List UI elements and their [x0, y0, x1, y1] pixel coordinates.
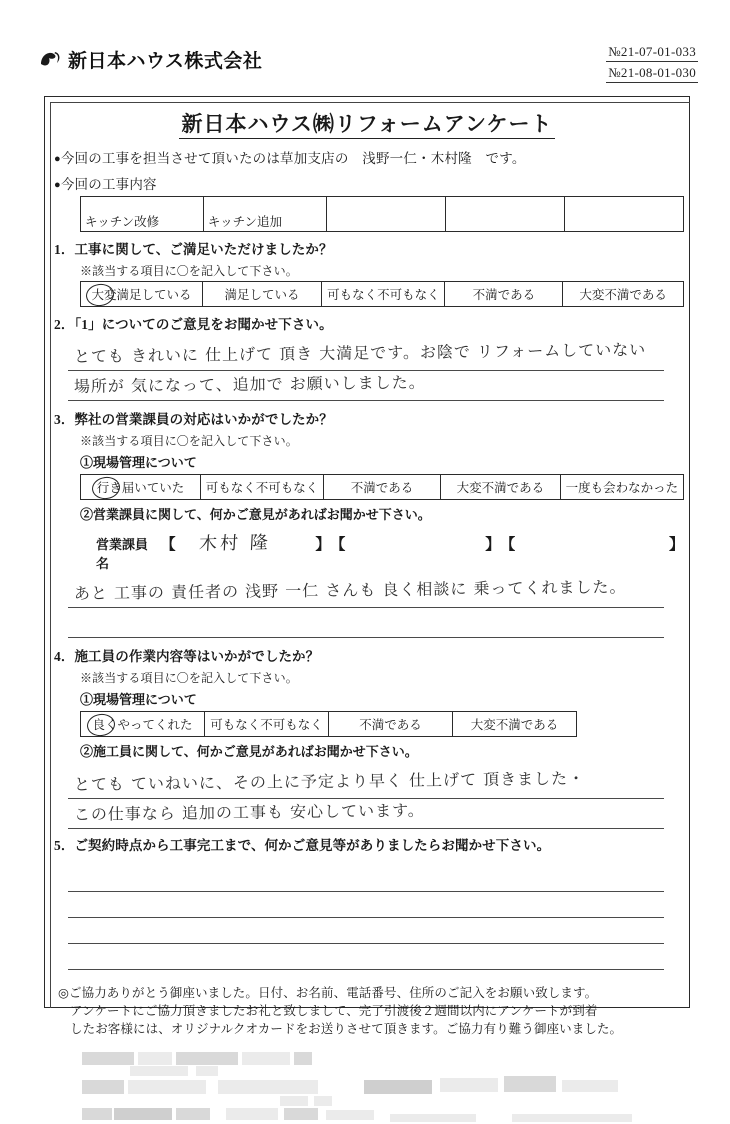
- handwriting-line: [68, 918, 664, 944]
- q3-option-2[interactable]: 不満である: [324, 475, 441, 500]
- bracket-close-icon: 】: [485, 537, 501, 553]
- question-3-sub1: ①現場管理について: [80, 455, 197, 470]
- question-3-sub2: ②営業課員に関して、何かご意見があればお聞かせ下さい。: [80, 507, 431, 522]
- question-1-options-table: [80, 281, 684, 307]
- sales-staff-name-row: [96, 529, 684, 572]
- question-4-number: 4．: [54, 649, 75, 664]
- handwriting-line: [68, 892, 664, 918]
- footer-notice: [58, 984, 672, 1038]
- lead-text: 今回の工事を担当させて頂いたのは草加支店の 浅野一仁・木村隆 です。: [60, 151, 526, 166]
- bracket-open-icon: 【: [160, 537, 176, 553]
- bullet-icon: ●: [54, 179, 61, 191]
- table-row: [81, 475, 684, 500]
- handwriting-text: あと 工事の 責任者の 浅野 一仁 さんも 良く相談に 乗ってくれました。: [73, 577, 627, 604]
- handwriting-line: [68, 341, 664, 371]
- swirl-logo-icon: [38, 47, 64, 73]
- question-2-number: 2．: [54, 317, 75, 332]
- question-5-heading: [54, 834, 684, 854]
- handwriting-line: [68, 578, 664, 608]
- question-4-sub2: ②施工員に関して、何かご意見があればお聞かせ下さい。: [80, 744, 418, 759]
- work-cell-4: [445, 197, 564, 232]
- document-number-1: №21-07-01-033: [606, 44, 698, 62]
- sales-staff-label: 営業課員名: [96, 537, 149, 571]
- question-5-text: ご契約時点から工事完工まで、何かご意見等がありましたらお聞かせ下さい。: [74, 838, 551, 853]
- question-2-heading: [54, 313, 684, 333]
- company-name: 新日本ハウス株式会社: [68, 50, 263, 72]
- q1-option-0-label: 大変満足している: [91, 285, 191, 303]
- document-numbers: [606, 44, 698, 86]
- question-2-answer[interactable]: [68, 341, 664, 401]
- bracket-close-icon: 】: [669, 537, 685, 553]
- handwriting-line: [68, 866, 664, 892]
- footer-notice-line-1: ◎ご協力ありがとう御座いました。日付、お名前、電話番号、住所のご記入をお願い致します。: [58, 986, 598, 1000]
- question-2-text: 「1」についてのご意見をお聞かせ下さい。: [74, 317, 333, 332]
- handwriting-text: とても きれいに 仕上げて 頂き 大満足です。お陰で リフォームしていない: [73, 340, 647, 367]
- work-heading-line: [54, 173, 684, 193]
- handwriting-line: [68, 769, 664, 799]
- handwriting-line: [68, 799, 664, 829]
- sales-staff-name-1: 木村 隆: [198, 532, 271, 555]
- question-3-options-table: [80, 474, 684, 500]
- bullet-icon: ●: [54, 153, 61, 165]
- page-title: [50, 108, 684, 138]
- work-cell-1: キッチン改修: [81, 197, 204, 232]
- footer-notice-line-2: アンケートにご協力頂きましたお礼と致しまして、完了引渡後２週間以内にアンケートが到着: [70, 1004, 598, 1019]
- handwriting-line: [68, 944, 664, 970]
- question-3-text: 弊社の営業課員の対応はいかがでしたか？: [74, 412, 333, 427]
- table-row: [81, 197, 684, 232]
- q1-option-2[interactable]: 可もなく不可もなく: [322, 282, 445, 307]
- page-title-text: 新日本ハウス㈱リフォームアンケート: [179, 112, 554, 139]
- q1-option-4[interactable]: 大変不満である: [563, 282, 684, 307]
- question-5-answer[interactable]: [68, 866, 664, 970]
- bracket-close-icon: 】: [315, 537, 331, 553]
- handwriting-text: 場所が 気になって、追加で お願いしました。: [73, 372, 426, 397]
- lead-line: [54, 147, 684, 167]
- question-1-heading: [54, 238, 684, 258]
- question-4-heading: [54, 645, 684, 665]
- q3-option-0-label: 行き届いていた: [97, 478, 185, 496]
- q4-option-0[interactable]: [81, 712, 205, 737]
- work-content-table: [80, 196, 684, 232]
- document-number-2: №21-08-01-030: [606, 65, 698, 83]
- q4-option-3[interactable]: 大変不満である: [453, 712, 577, 737]
- q1-option-1[interactable]: 満足している: [202, 282, 321, 307]
- handwriting-line: [68, 371, 664, 401]
- question-4-answer[interactable]: [68, 769, 664, 829]
- page-header: [38, 46, 698, 90]
- question-1-note: ※該当する項目に〇を記入して下さい。: [80, 264, 298, 278]
- table-row: [81, 712, 577, 737]
- sales-staff-name-2: [345, 548, 463, 550]
- q3-option-0[interactable]: [81, 475, 201, 500]
- question-3-number: 3．: [54, 412, 75, 427]
- handwriting-text: この仕事なら 追加の工事も 安心しています。: [73, 800, 425, 825]
- company-logo-block: [38, 46, 262, 73]
- question-5-number: 5．: [54, 838, 75, 853]
- handwriting-line: [68, 608, 664, 638]
- footer-notice-line-3: したお客様には、オリジナルクオカードをお送りさせて頂きます。ご協力有り難う御座いました。: [70, 1022, 623, 1037]
- q1-option-0[interactable]: [81, 282, 203, 307]
- handwriting-text: とても ていねいに、その上に予定より早く 仕上げて 頂きました・: [73, 768, 586, 795]
- survey-content: [50, 100, 685, 1037]
- bracket-open-icon: 【: [500, 537, 516, 553]
- question-3-heading: [54, 408, 684, 428]
- work-heading: 今回の工事内容: [60, 177, 157, 192]
- q4-option-2[interactable]: 不満である: [329, 712, 453, 737]
- sales-staff-slot-2[interactable]: [345, 537, 485, 553]
- sales-staff-slot-3[interactable]: [515, 537, 669, 553]
- question-4-sub1: ①現場管理について: [80, 692, 197, 707]
- question-4-text: 施工員の作業内容等はいかがでしたか？: [74, 649, 320, 664]
- work-cell-5: [564, 197, 683, 232]
- q4-option-1[interactable]: 可もなく不可もなく: [205, 712, 329, 737]
- sales-staff-slot-1[interactable]: [176, 529, 316, 555]
- q3-option-1[interactable]: 可もなく不可もなく: [200, 475, 323, 500]
- question-4-note: ※該当する項目に〇を記入して下さい。: [80, 671, 298, 685]
- question-3-note: ※該当する項目に〇を記入して下さい。: [80, 434, 298, 448]
- work-cell-3: [326, 197, 445, 232]
- q3-option-4[interactable]: 一度も会わなかった: [560, 475, 683, 500]
- q4-option-0-label: 良くやってくれた: [92, 715, 192, 733]
- q3-option-3[interactable]: 大変不満である: [440, 475, 560, 500]
- sales-staff-name-3: [515, 548, 633, 550]
- redacted-customer-info: [68, 1048, 668, 1124]
- question-4-options-table: [80, 711, 577, 737]
- question-1-number: 1．: [54, 242, 75, 257]
- q1-option-3[interactable]: 不満である: [445, 282, 563, 307]
- table-row: [81, 282, 684, 307]
- question-3-answer[interactable]: [68, 578, 664, 638]
- question-1-text: 工事に関して、ご満足いただけましたか？: [74, 242, 333, 257]
- work-cell-2: キッチン追加: [203, 197, 326, 232]
- bracket-open-icon: 【: [330, 537, 346, 553]
